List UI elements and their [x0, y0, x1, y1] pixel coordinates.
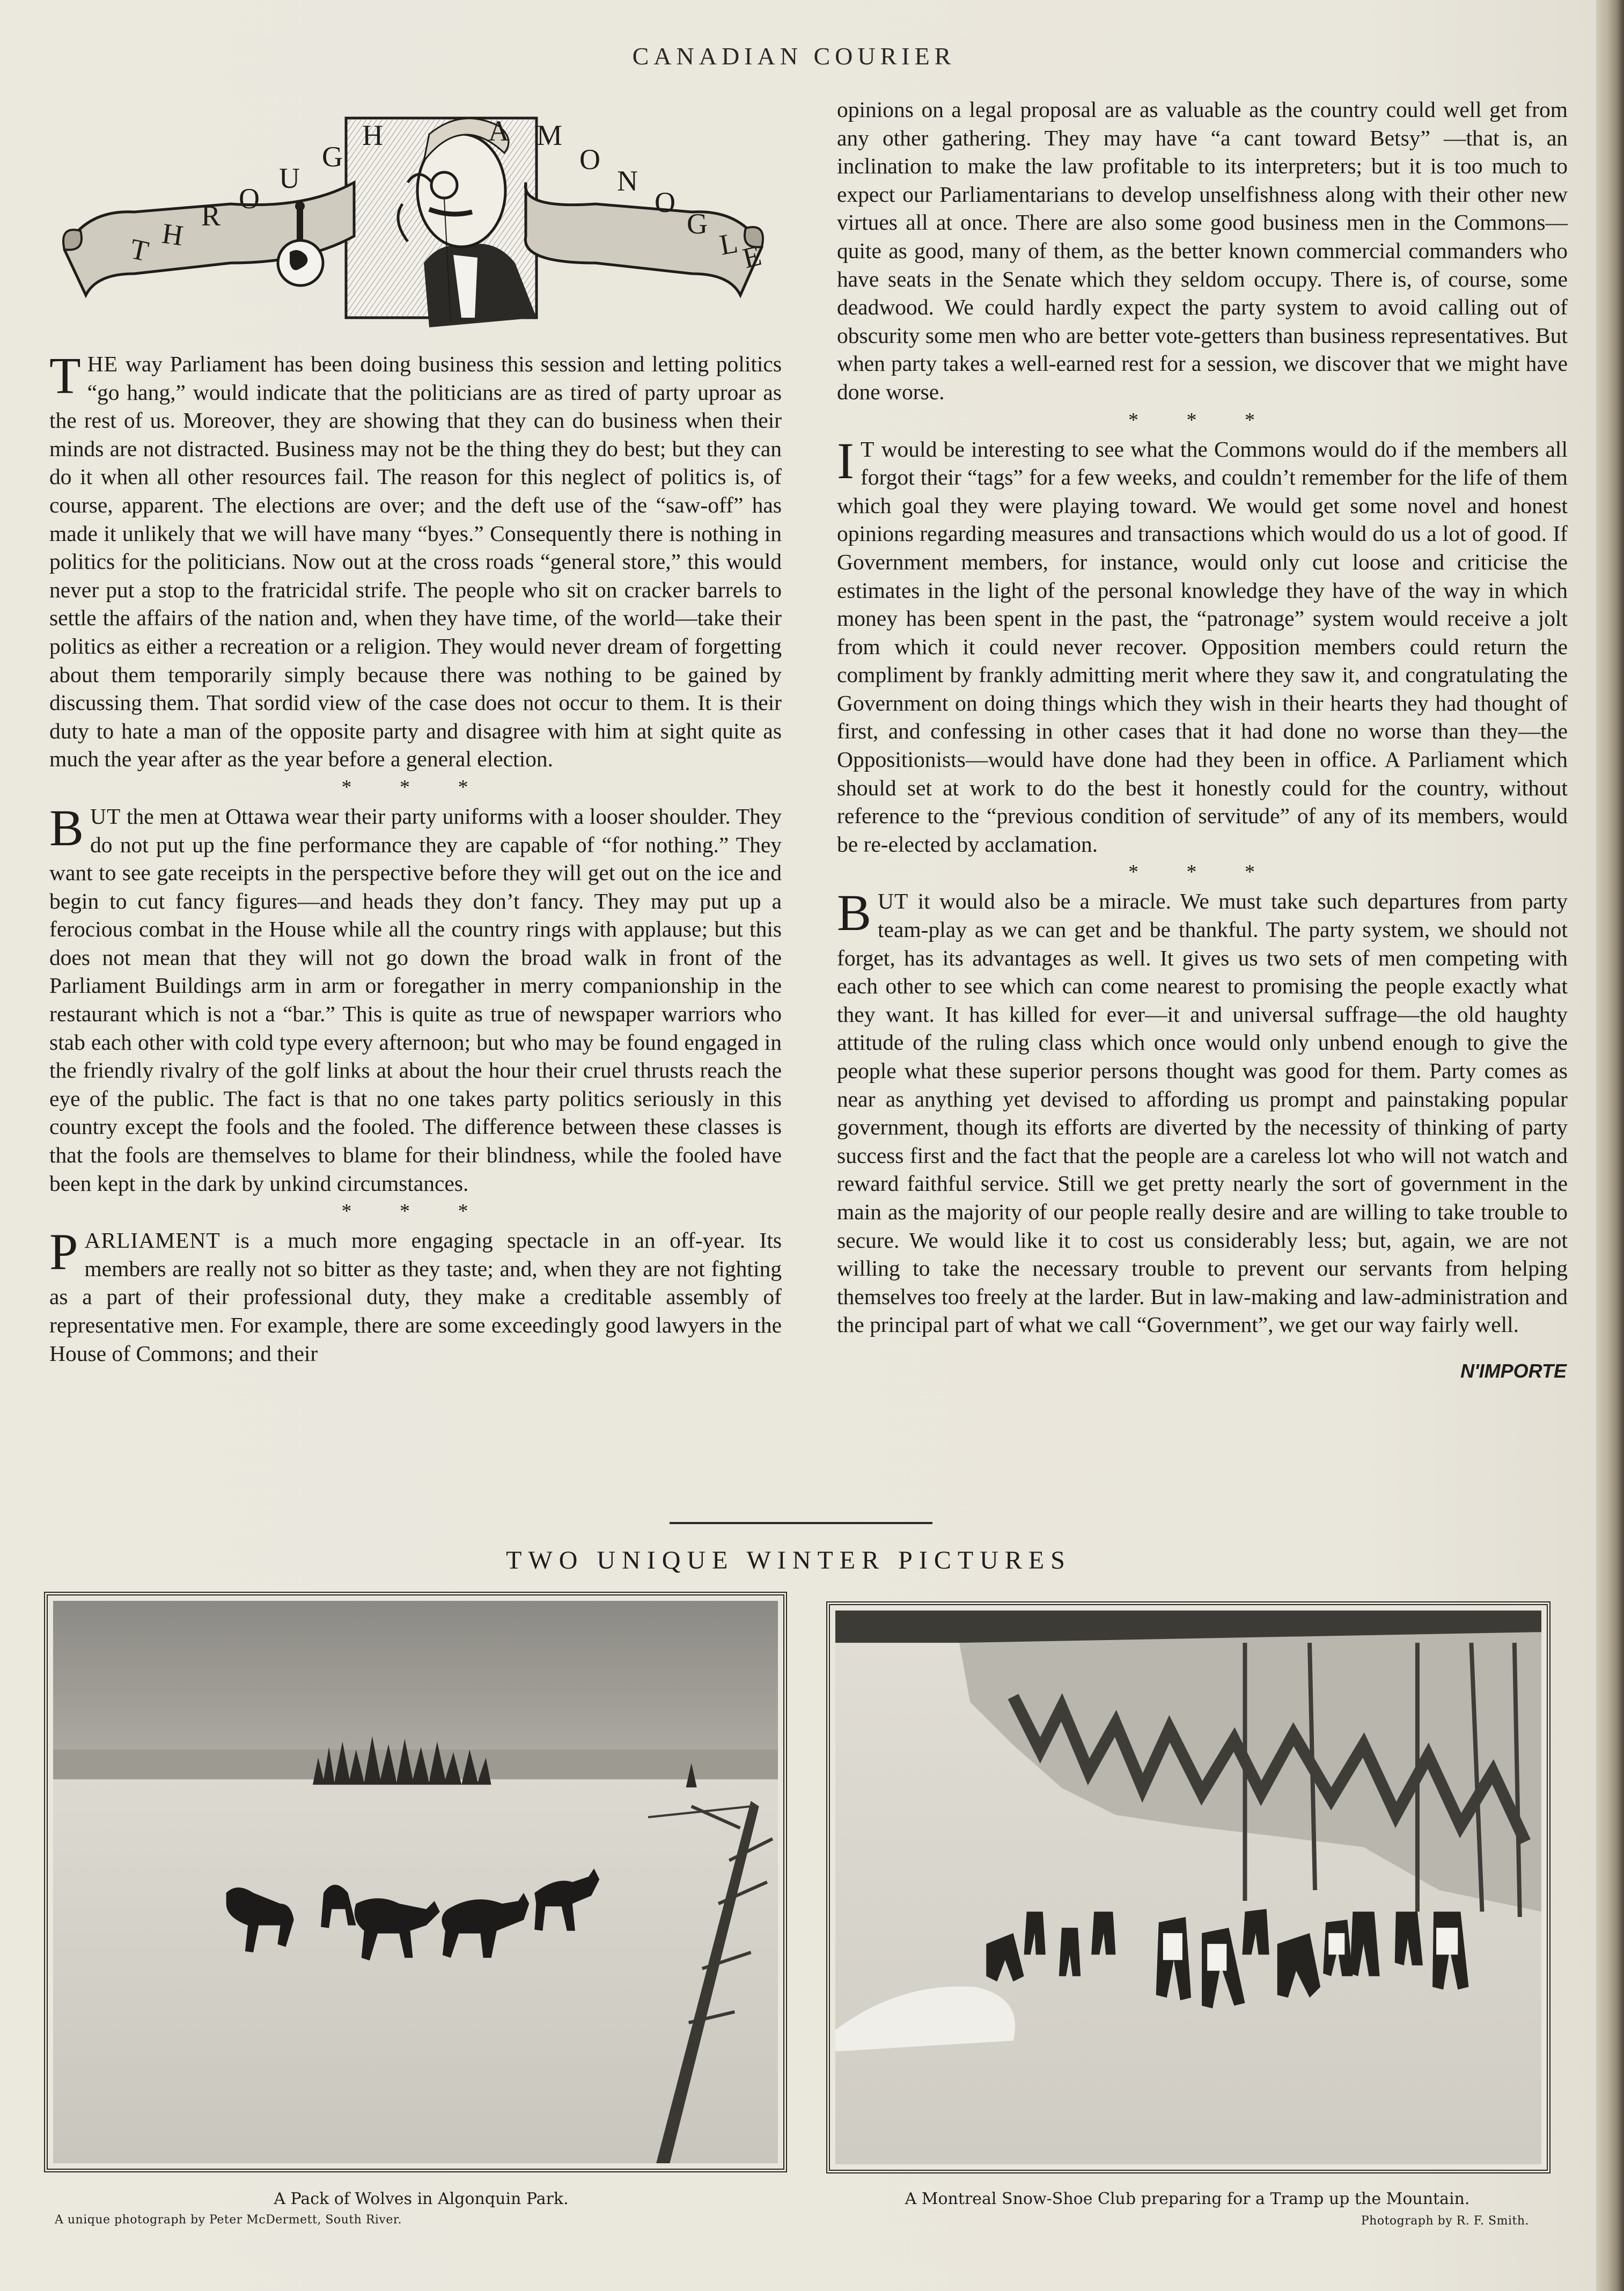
snowshoe-photo-credit: Photograph by R. F. Smith. — [1361, 2214, 1529, 2228]
wolves-photo-image — [53, 1601, 778, 2163]
paragraph-text: it would also be a miracle. We must take such departures from party team-play as we can get and be thankful. The party system, we should not forget, has its advantages as well. It gives us two sets of men competing with each other to see which can come nearest to promising the people exactly what they want. It has killed for ever—it and universal suffrage—the old haughty attitude of the ruling class which once would only unbend enough to give the people what these superior persons thought was good for them. Party comes as near as anything yet devised to affording us prompt and painstaking popular government, though its efforts are diverted by the necessity of thinking of party success first and the fact that the people are a careless lot who will not watch and reward faithful service. Still we get pretty nearly the sort of government in the main as the majority of our people really desire and are willing to take trouble to secure. We would like it to cost us considerably less; but, again, we are not willing to take the necessary trouble to prevent our servants from helping themselves too freely at the larder. But in law-making and law-administration and the principal part of what we call “Government”, we get our way fairly well. — [837, 889, 1568, 1337]
banner-letter: H — [362, 119, 383, 151]
wolves-photo — [44, 1592, 787, 2172]
section-separator: * * * — [1128, 861, 1276, 884]
article-paragraph — [837, 884, 1568, 1339]
lead-in: HE — [87, 352, 118, 376]
lead-in: UT — [878, 889, 909, 914]
drop-cap: I — [837, 431, 854, 489]
lead-in: UT — [90, 803, 121, 829]
drop-cap: T — [49, 347, 81, 404]
article-column-left — [49, 347, 782, 1367]
banner-letter: M — [537, 119, 563, 151]
running-head: CANADIAN COURIER — [632, 42, 956, 70]
banner-letter: A — [488, 115, 509, 147]
banner-letter: N — [617, 165, 638, 197]
article-paragraph — [49, 799, 782, 1197]
lead-in: ARLIAMENT — [84, 1228, 221, 1253]
wolves-photo-caption: A Pack of Wolves in Algonquin Park. — [274, 2190, 569, 2208]
banner-letter: O — [655, 186, 675, 218]
banner-letter: H — [160, 217, 186, 252]
paragraph-text: the men at Ottawa wear their party uniforms with a looser shoulder. They do not put up the fine performance they are capable of “for nothing.” They want to see gate receipts in the perspective before they will get out on the ice and begin to cut fancy figures—and heads they don’t fancy. They may put up a ferocious combat in the House while all the country rings with applause; but this does not mean that they will not go down the broad walk in front of the Parliament Buildings arm in arm or foregather in merry companionship in the restaurant which is not a “bar.” This is quite as true of newspaper warriors who stab each other with cold type every afternoon; but who may be found engaged in the friendly rivalry of the golf links at about the hour their cruel thrusts reach the eye of the public. The fact is that no one takes party politics seriously in this country except the fools and the fooled. The difference between these classes is that the fools are themselves to blame for their blindness, while the fooled have been kept in the dark by unkind circumstances. — [49, 803, 782, 1196]
snowshoe-club-photo-image — [835, 1611, 1541, 2164]
drop-cap: B — [49, 799, 84, 857]
lead-in: T — [860, 436, 875, 462]
banner-letter: G — [322, 141, 343, 173]
drop-cap: B — [837, 884, 872, 942]
page-gutter-shadow — [1596, 0, 1624, 2291]
section-separator: * * * — [341, 775, 490, 799]
banner-letter: L — [717, 226, 740, 261]
section-separator: * * * — [1128, 408, 1276, 431]
wolves-photo-credit: A unique photograph by Peter McDermett, South River. — [55, 2213, 402, 2227]
banner-letter: O — [239, 182, 260, 215]
banner-letter: O — [579, 143, 600, 175]
article-column-right — [837, 96, 1568, 1386]
article-paragraph — [837, 96, 1568, 406]
column-header-banner — [54, 102, 773, 327]
section-separator: * * * — [341, 1200, 490, 1223]
paragraph-text: opinions on a legal proposal are as valuable as the country could well get from any other gathering. They may have “a cant toward Betsy” —that is, an inclination to make the law profitable to its interpreters; but it is too much to expect our Parliamentarians to develop unselfishness along with their other new virtues all at once. There are also some good business men in the Commons—quite as good, many of them, as the better known commercial commanders who have seats in the Senate which they seldom occupy. There is, of course, some deadwood. We could hardly expect the party system to avoid calling out of obscurity some men who are better vote-getters than business representatives. But when party takes a well-earned rest for a session, we discover that we might have done worse. — [837, 97, 1568, 404]
monocle-banner-illustration — [54, 102, 773, 327]
banner-letter: G — [687, 208, 708, 240]
paragraph-text: would be interesting to see what the Commons would do if the members all forgot their “tags” for a few weeks, and couldn’t remember for the life of them which goal they were playing toward. We would get some novel and honest opinions regarding measures and transactions which would do us a lot of good. If Government members, for instance, would only cut loose and criticise the estimates in the light of the personal knowledge they have of the way in which money has been spent in the past, the “patronage” system would receive a jolt from which it could never recover. Opposition members could return the compliment by frankly admitting merit where they saw it, and congratulating the Government on doing things which they wish in their hearts they had thought of first, and confessing in other cases that it had done no worse than they—the Oppositionists—would have done had they been in office. A Parliament which should set at work to do the best it honestly could for the country, without reference to the “previous condition of servitude” of any of its members, would be re-elected by acclamation. — [837, 436, 1568, 857]
banner-letter: T — [127, 232, 152, 268]
banner-letter: R — [201, 200, 221, 232]
article-paragraph — [837, 431, 1568, 859]
article-paragraph — [49, 347, 782, 773]
pictures-section-title: TWO UNIQUE WINTER PICTURES — [506, 1546, 1071, 1575]
banner-letter: E — [739, 239, 765, 275]
snowshoe-photo-caption: A Montreal Snow-Shoe Club preparing for a Tramp up the Mountain. — [905, 2190, 1470, 2208]
paragraph-text: way Parliament has been doing business this session and letting politics “go hang,” would indicate that the politicians are as tired of party uproar as the rest of us. Moreover, they are showing that they can do business when their minds are not distracted. Business may not be the thing they do best; but they can do it when all other resources fail. The reason for this neglect of politics is, of course, apparent. The elections are over; and the deft use of the “saw-off” has made it unlikely that we will have many “byes.” Consequently there is nothing in politics for the politicians. Now out at the cross roads “general store,” this would never put a stop to the fratricidal strife. The people who sit on cracker barrels to settle the affairs of the nation and, when they have time, of the world—take their politics as either a recreation or a religion. They would never dream of forgetting about them temporarily simply because there was nothing to be gained by discussing them. That sordid view of the case does not occur to them. It is their duty to hate a man of the opposite party and disagree with him at sight quite as much the year after as the year before a general election. — [49, 352, 782, 772]
banner-letter: U — [279, 162, 300, 194]
snowshoe-club-photo — [826, 1601, 1550, 2173]
author-signature: N'IMPORTE — [1460, 1359, 1567, 1382]
article-paragraph — [49, 1223, 782, 1367]
paragraph-text: is a much more engaging spectacle in an off-year. Its members are really not so bitter as they taste; and, when they are not fighting as a part of their professional duty, they make a creditable assembly of representative men. For example, there are some exceedingly good lawyers in the House of Commons; and their — [49, 1228, 782, 1366]
drop-cap: P — [49, 1223, 78, 1281]
section-divider-rule — [670, 1522, 932, 1524]
